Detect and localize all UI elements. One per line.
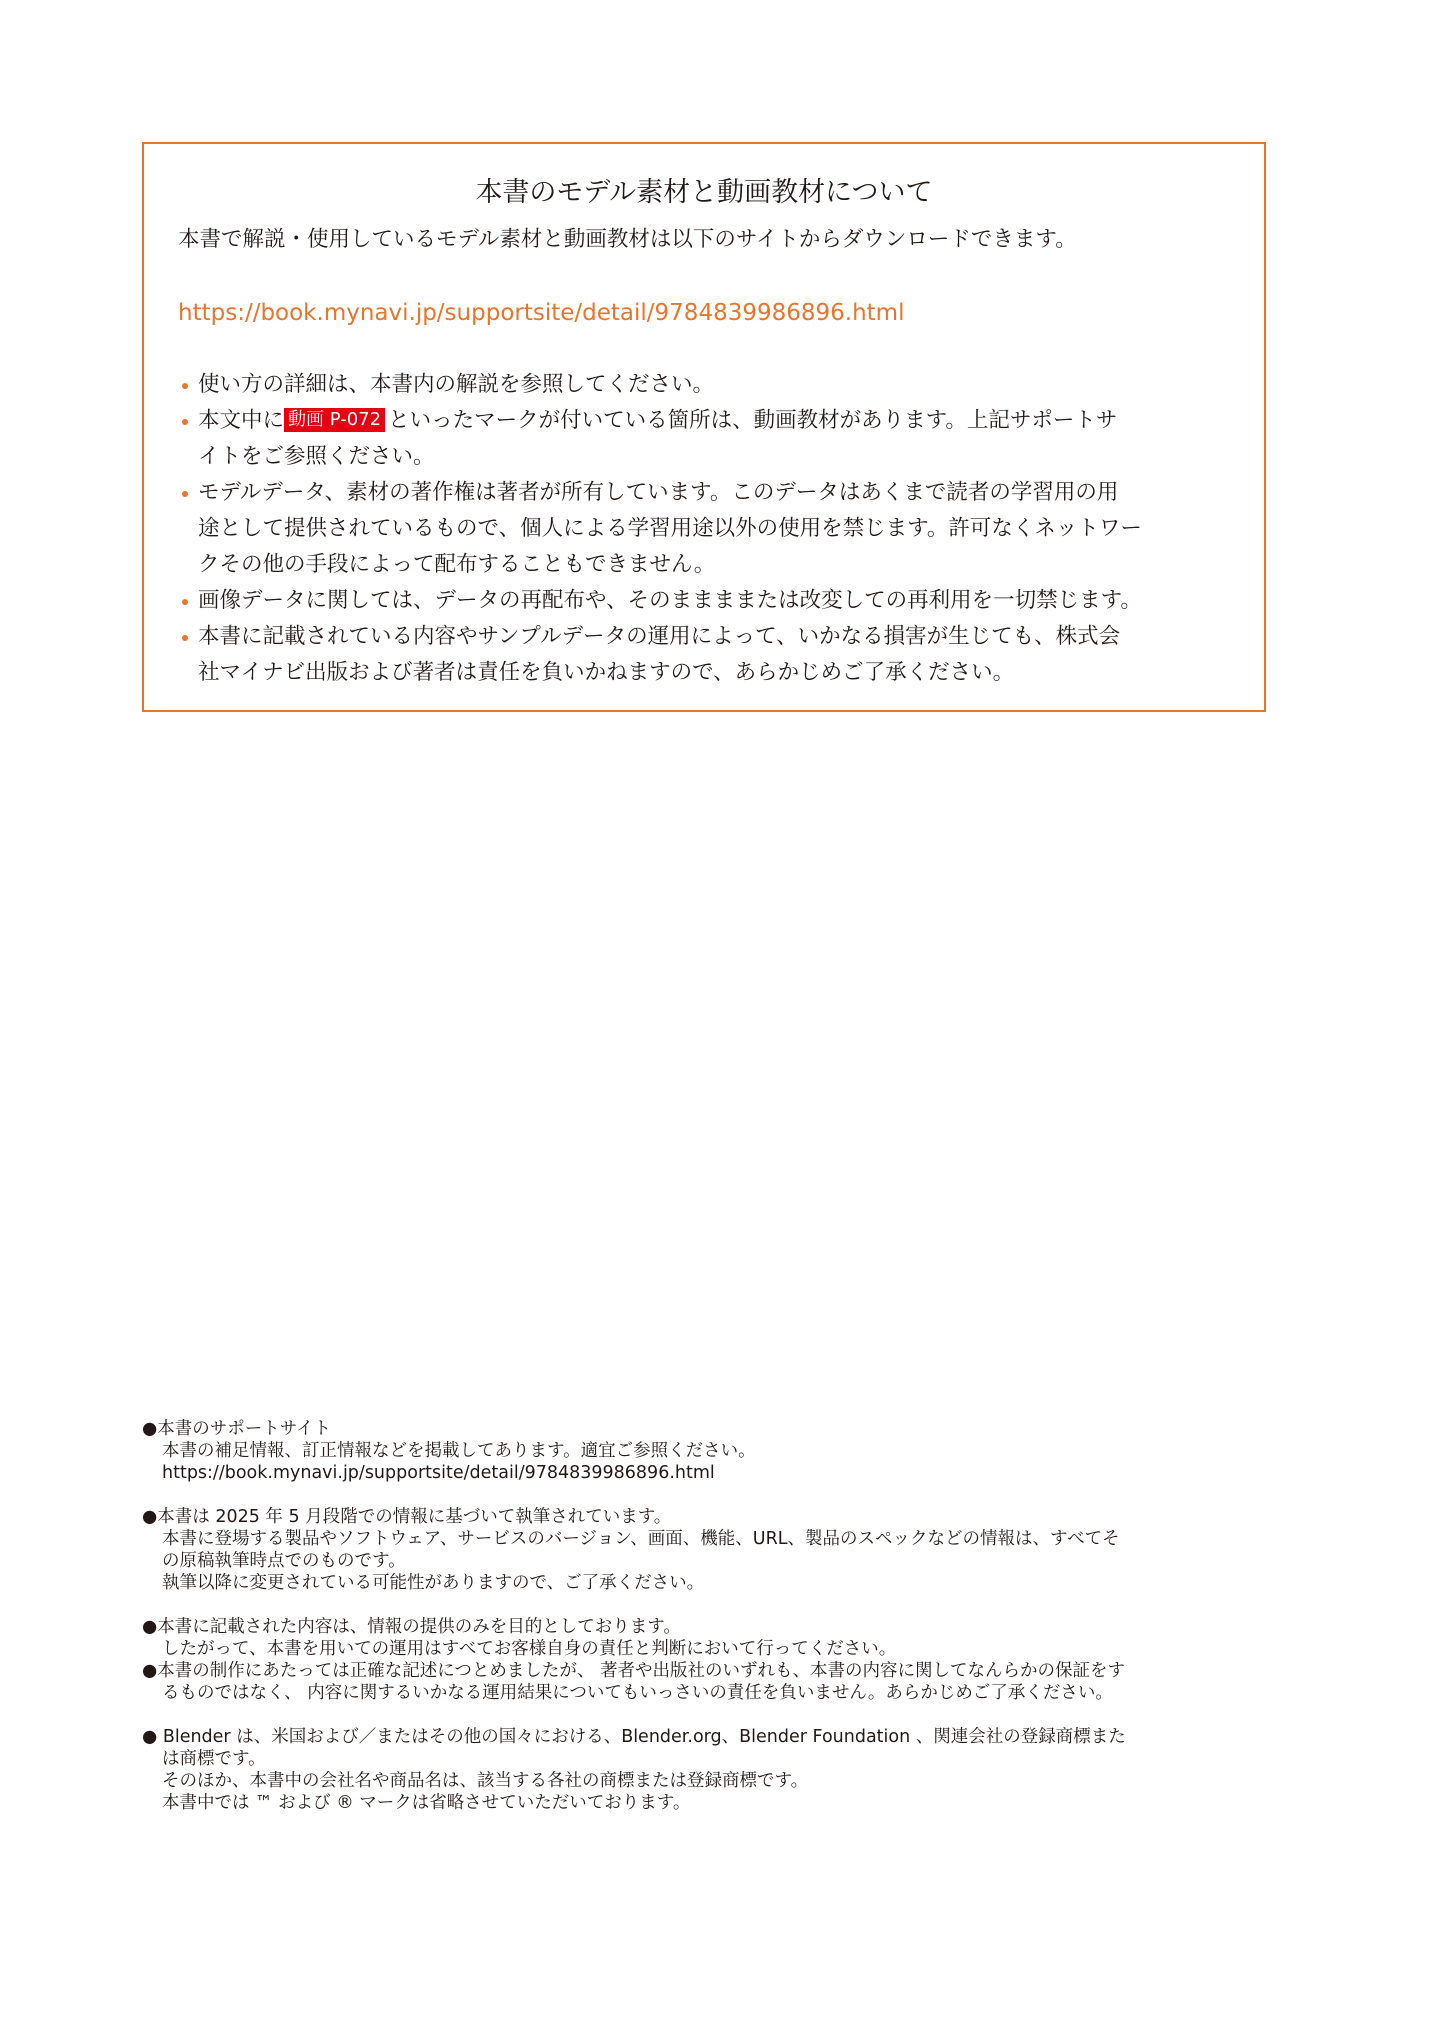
note-heading: ●本書は 2025 年 5 月段階での情報に基づいて執筆されています。 bbox=[142, 1507, 672, 1527]
note-line: の原稿執筆時点でのものです。 bbox=[162, 1551, 406, 1571]
bullet-line: 使い方の詳細は、本書内の解説を参照してください。 bbox=[198, 372, 715, 397]
note-line: したがって、本書を用いての運用はすべてお客様自身の責任と判断において行ってください。 bbox=[162, 1639, 897, 1659]
note-heading: ● Blender は、米国および／またはその他の国々における、Blender.org、Blender Foundation 、関連会社の登録商標また bbox=[142, 1727, 1126, 1747]
note-line: 執筆以降に変更されている可能性がありますので、ご了承ください。 bbox=[162, 1573, 705, 1593]
bullet-line: 社マイナビ出版および著者は責任を負いかねますので、あらかじめご了承ください。 bbox=[198, 660, 1015, 685]
note-line: 本書中では ™ および ® マークは省略させていただいております。 bbox=[162, 1793, 691, 1813]
bullet-item bbox=[178, 475, 1238, 583]
bullet-dot-icon bbox=[182, 599, 188, 605]
note-line: 本書に登場する製品やソフトウェア、サービスのバージョン、画面、機能、URL、製品のスペックなどの情報は、すべてそ bbox=[162, 1529, 1120, 1549]
bullet-dot-icon bbox=[182, 383, 188, 389]
box-intro: 本書で解説・使用しているモデル素材と動画教材は以下のサイトからダウンロードできます。 bbox=[178, 227, 1077, 252]
note-heading: ●本書のサポートサイト bbox=[142, 1419, 332, 1439]
bullet-list bbox=[178, 367, 1238, 691]
bullet-line: クその他の手段によって配布することもできません。 bbox=[198, 552, 716, 577]
bullet-line: 本書に記載されている内容やサンプルデータの運用によって、いかなる損害が生じても、株式会 bbox=[198, 624, 1121, 649]
bullet-item bbox=[178, 367, 1238, 403]
bullet-line: モデルデータ、素材の著作権は著者が所有しています。このデータはあくまで読者の学習用の用 bbox=[198, 480, 1119, 505]
support-url-link[interactable]: https://book.mynavi.jp/supportsite/detail/9784839986896.html bbox=[178, 300, 905, 326]
bullet-item bbox=[178, 403, 1238, 475]
bullet-text: 本文中に bbox=[198, 408, 285, 433]
bullet-line bbox=[198, 403, 1238, 439]
note-date bbox=[142, 1506, 1272, 1594]
bullet-item bbox=[178, 619, 1238, 691]
bullet-line: 画像データに関しては、データの再配布や、そのままままたは改変しての再利用を一切禁じます。 bbox=[198, 588, 1142, 613]
bullet-line: 途として提供されているもので、個人による学習用途以外の使用を禁じます。許可なくネットワー bbox=[198, 516, 1142, 541]
note-trademarks bbox=[142, 1726, 1272, 1814]
bullet-text: といったマークが付いている箇所は、動画教材があります。上記サポートサ bbox=[388, 408, 1118, 433]
note-line: は商標です。 bbox=[162, 1749, 266, 1769]
bullet-dot-icon bbox=[182, 635, 188, 641]
support-info-box bbox=[142, 142, 1266, 712]
note-support-site bbox=[142, 1418, 1272, 1484]
video-page-tag: 動画 P-072 bbox=[284, 408, 385, 432]
note-heading: ●本書の制作にあたっては正確な記述につとめましたが、 著者や出版社のいずれも、本書の内容に関してなんらかの保証をす bbox=[142, 1661, 1125, 1681]
note-line: そのほか、本書中の会社名や商品名は、該当する各社の商標または登録商標です。 bbox=[162, 1771, 809, 1791]
box-title: 本書のモデル素材と動画教材について bbox=[475, 177, 933, 208]
note-line: 本書の補足情報、訂正情報などを掲載してあります。適宜ご参照ください。 bbox=[162, 1441, 756, 1461]
note-heading: ●本書に記載された内容は、情報の提供のみを目的としております。 bbox=[142, 1617, 681, 1637]
colophon-notes bbox=[142, 1418, 1272, 1814]
bullet-item bbox=[178, 583, 1238, 619]
bullet-line: イトをご参照ください。 bbox=[198, 444, 435, 469]
note-disclaimer bbox=[142, 1660, 1272, 1704]
note-purpose bbox=[142, 1616, 1272, 1660]
bullet-dot-icon bbox=[182, 491, 188, 497]
note-line: るものではなく、 内容に関するいかなる運用結果についてもいっさいの責任を負いません。あらかじめご了承ください。 bbox=[162, 1683, 1113, 1703]
bullet-dot-icon bbox=[182, 419, 188, 425]
support-url-text[interactable]: https://book.mynavi.jp/supportsite/detail/9784839986896.html bbox=[162, 1463, 715, 1483]
